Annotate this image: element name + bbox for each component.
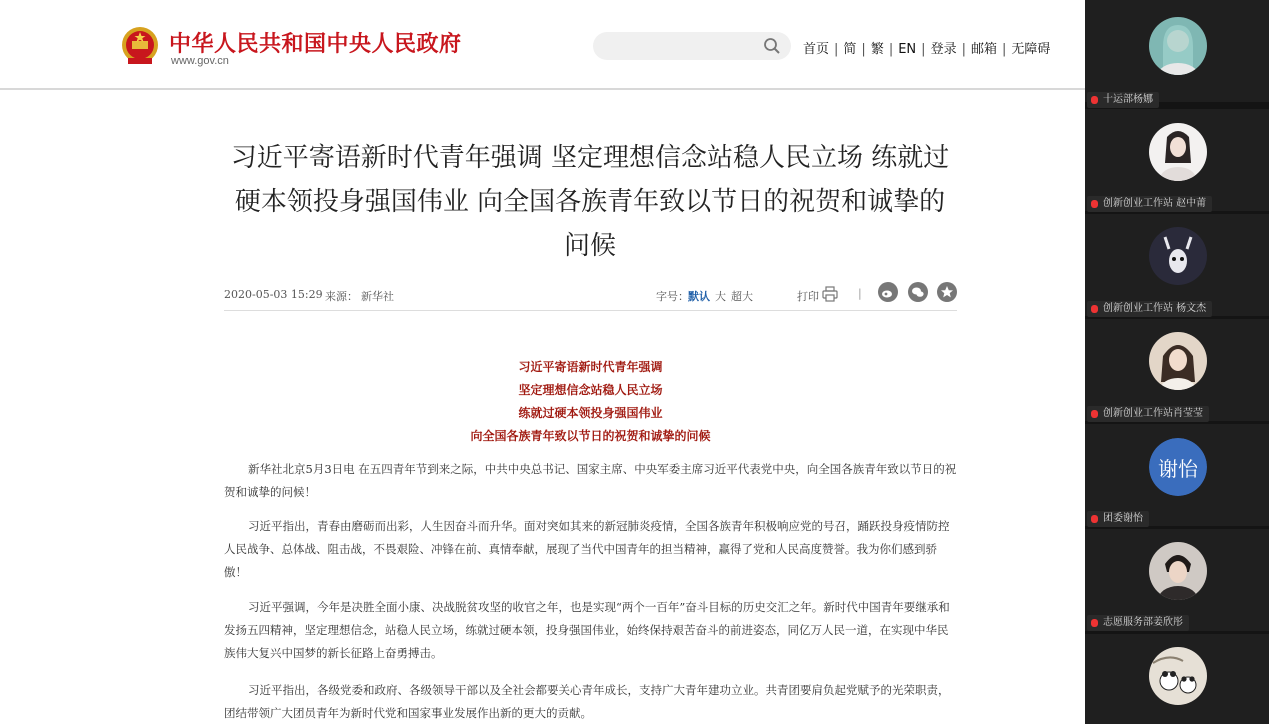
nav-separator: | xyxy=(834,42,839,57)
avatar xyxy=(1149,438,1207,496)
source-value: 新华社 xyxy=(361,290,394,303)
font-size-xlarge[interactable]: 超大 xyxy=(731,290,753,303)
nav-separator: | xyxy=(888,42,894,57)
print-label[interactable]: 打印 xyxy=(797,290,819,303)
avatar xyxy=(1149,17,1207,75)
meta-separator: | xyxy=(858,287,862,300)
meta-divider xyxy=(224,310,957,311)
avatar-initials: 谢怡 xyxy=(1149,438,1207,496)
avatar xyxy=(1149,542,1207,600)
nav-login[interactable]: 登录 xyxy=(930,42,957,57)
font-size-default[interactable]: 默认 xyxy=(688,290,710,303)
participant-tile[interactable] xyxy=(1085,634,1269,724)
avatar xyxy=(1149,647,1207,705)
article-meta xyxy=(224,286,957,312)
mic-muted-icon xyxy=(1091,410,1098,418)
mic-muted-icon xyxy=(1091,619,1098,627)
participant-name: 创新创业工作站 赵中莆 xyxy=(1087,196,1212,212)
article-paragraph: 新华社北京5月3日电 在五四青年节到来之际，中共中央总书记、国家主席、中央军委主席习近平代表党中央，向全国各族青年致以节日的祝贺和诚挚的问候！ xyxy=(224,462,957,499)
header-divider xyxy=(0,88,1085,90)
site-title[interactable]: 中华人民共和国中央人民政府 xyxy=(169,31,462,57)
nav-home[interactable]: 首页 xyxy=(803,42,830,57)
avatar xyxy=(1149,332,1207,390)
printer-icon[interactable] xyxy=(822,286,838,302)
font-size-large[interactable]: 大 xyxy=(715,290,726,303)
avatar xyxy=(1149,123,1207,181)
participant-tile[interactable] xyxy=(1085,424,1269,526)
participant-name: 创新创业工作站 杨文杰 xyxy=(1087,301,1212,317)
nav-mail[interactable]: 邮箱 xyxy=(970,42,997,57)
national-emblem-icon[interactable] xyxy=(120,25,160,67)
lead-block xyxy=(224,356,957,448)
nav-accessibility[interactable]: 无障碍 xyxy=(1011,42,1051,57)
mic-muted-icon xyxy=(1091,515,1098,523)
lead-line: 向全国各族青年致以节日的祝贺和诚挚的问候 xyxy=(470,429,711,443)
top-nav xyxy=(803,38,1050,57)
weibo-share-icon[interactable] xyxy=(878,282,898,302)
participant-tile[interactable] xyxy=(1085,109,1269,211)
favorite-star-icon[interactable] xyxy=(937,282,957,302)
participant-sidebar xyxy=(1085,0,1269,724)
lead-line: 习近平寄语新时代青年强调 xyxy=(518,360,663,374)
participant-tile[interactable] xyxy=(1085,0,1269,105)
participant-tile[interactable] xyxy=(1085,319,1269,421)
participant-name: 团委谢怡 xyxy=(1087,511,1149,527)
mic-muted-icon xyxy=(1091,200,1098,208)
lead-line: 练就过硬本领投身强国伟业 xyxy=(518,406,663,420)
participant-tile[interactable] xyxy=(1085,529,1269,631)
lead-line: 坚定理想信念站稳人民立场 xyxy=(518,383,663,397)
nav-separator: | xyxy=(1001,42,1007,57)
nav-english[interactable]: EN xyxy=(898,42,917,57)
article-title: 习近平寄语新时代青年强调 坚定理想信念站稳人民立场 练就过硬本领投身强国伟业 向全国各族青年致以节日的祝贺和诚挚的问候 xyxy=(230,143,950,261)
nav-simplified[interactable]: 简 xyxy=(843,42,857,57)
participant-name: 志愿服务部姜欣彤 xyxy=(1087,615,1189,631)
participant-tile[interactable] xyxy=(1085,214,1269,316)
nav-separator: | xyxy=(921,42,926,57)
site-url: www.gov.cn xyxy=(171,55,229,67)
article-paragraph: 习近平强调，今年是决胜全面小康、决战脱贫攻坚的收官之年，也是实现“两个一百年”奋斗目标的历史交汇之年。新时代中国青年要继承和发扬五四精神，坚定理想信念，站稳人民立场，练就过硬本领，投身强国伟业，始终保持艰苦奋斗的前进姿态，同亿万人民一道，在实现中华民族伟大复兴中国梦的新长征路上奋勇搏击。 xyxy=(224,600,950,660)
source-label: 来源： xyxy=(325,290,358,303)
avatar xyxy=(1149,227,1207,285)
participant-name: 创新创业工作站肖莹莹 xyxy=(1087,406,1209,422)
participant-name: 十运部杨娜 xyxy=(1087,92,1159,108)
font-size-label: 字号： xyxy=(656,290,689,303)
site-header xyxy=(0,0,1085,88)
publish-date: 2020-05-03 15:29 xyxy=(224,288,323,301)
article-paragraph: 习近平指出，各级党委和政府、各级领导干部以及全社会都要关心青年成长，支持广大青年建功立业。共青团要肩负起党赋予的光荣职责，团结带领广大团员青年为新时代党和国家事业发展作出新的更大的贡献。 xyxy=(224,683,950,720)
nav-traditional[interactable]: 繁 xyxy=(870,42,884,57)
mic-muted-icon xyxy=(1091,305,1098,313)
mic-muted-icon xyxy=(1091,96,1098,104)
article-paragraph: 习近平指出，青春由磨砺而出彩，人生因奋斗而升华。面对突如其来的新冠肺炎疫情，全国各族青年积极响应党的号召，踊跃投身疫情防控人民战争、总体战、阻击战，不畏艰险、冲锋在前、真情奉献，展现了当代中国青年的担当精神，赢得了党和人民高度赞誉。我为你们感到骄傲！ xyxy=(224,519,950,579)
search-input[interactable] xyxy=(593,32,791,60)
nav-separator: | xyxy=(861,42,866,57)
wechat-share-icon[interactable] xyxy=(908,282,928,302)
search-icon[interactable] xyxy=(763,37,781,55)
nav-separator: | xyxy=(961,42,966,57)
